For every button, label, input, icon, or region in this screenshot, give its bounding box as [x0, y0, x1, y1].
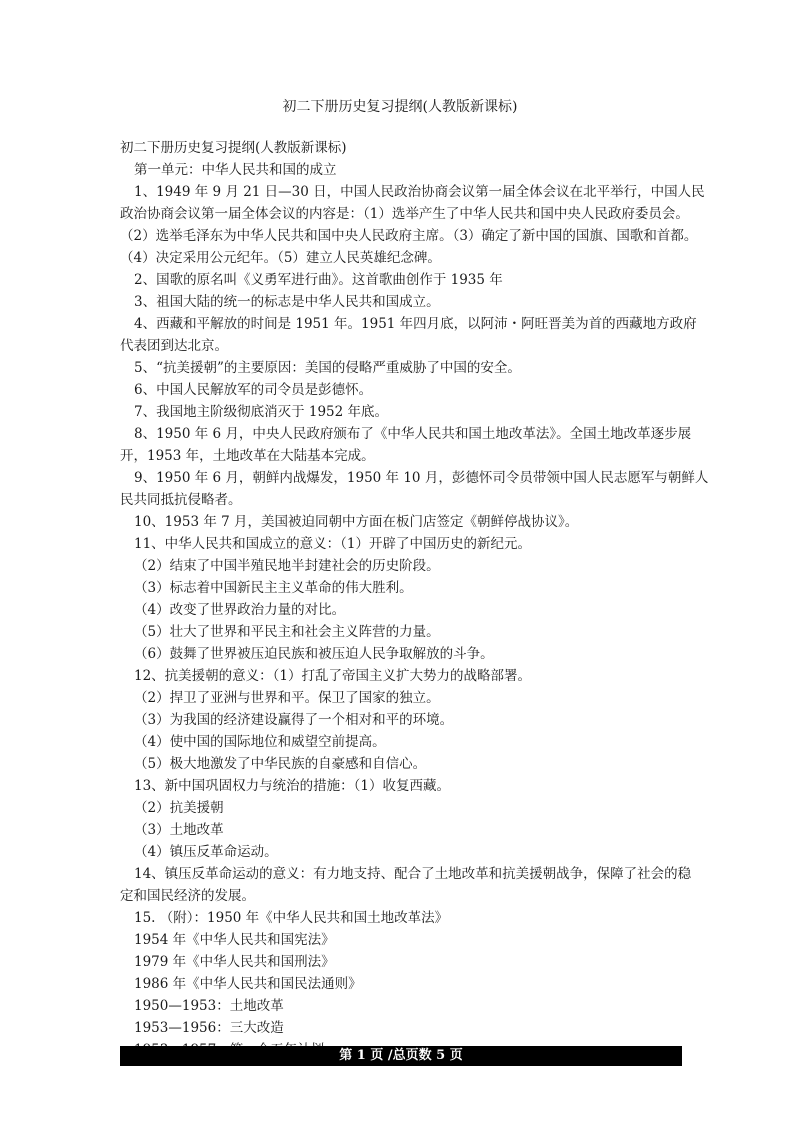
- page-title: 初二下册历史复习提纲(人教版新课标): [282, 99, 518, 115]
- text-line: 代表团到达北京。: [120, 338, 228, 354]
- text-line: （6）鼓舞了世界被压迫民族和被压迫人民争取解放的斗争。: [134, 646, 494, 662]
- text-line: 4、西藏和平解放的时间是 1951 年。1951 年四月底，以阿沛・阿旺晋美为首的西藏地方政府: [134, 316, 697, 332]
- text-line: （4）使中国的国际地位和威望空前提高。: [134, 734, 386, 750]
- text-line: 10、1953 年 7 月，美国被迫同朝中方面在板门店签定《朝鲜停战协议》。: [134, 514, 579, 530]
- text-line: （2）抗美援朝: [134, 800, 224, 816]
- text-line: （2）结束了中国半殖民地半封建社会的历史阶段。: [134, 558, 440, 574]
- text-line: 政治协商会议第一届全体会议的内容是：（1）选举产生了中华人民共和国中央人民政府委员会。: [120, 206, 689, 222]
- text-line: 11、中华人民共和国成立的意义：（1）开辟了中国历史的新纪元。: [134, 536, 532, 552]
- text-line: 1954 年《中华人民共和国宪法》: [134, 932, 335, 948]
- text-line: 7、我国地主阶级彻底消灭于 1952 年底。: [134, 404, 389, 420]
- text-line: （3）为我国的经济建设赢得了一个相对和平的环境。: [134, 712, 454, 728]
- text-line: 开，1953 年，土地改革在大陆基本完成。: [120, 448, 375, 464]
- doc-heading: 初二下册历史复习提纲(人教版新课标): [120, 140, 347, 156]
- text-line: 3、祖国大陆的统一的标志是中华人民共和国成立。: [134, 294, 440, 310]
- unit-heading: 第一单元：中华人民共和国的成立: [134, 162, 337, 178]
- text-line: 2、国歌的原名叫《义勇军进行曲》。这首歌曲创作于 1935 年: [134, 272, 503, 288]
- text-line: （4）决定采用公元纪年。（5）建立人民英雄纪念碑。: [120, 250, 441, 266]
- text-line: 6、中国人民解放军的司令员是彭德怀。: [134, 382, 373, 398]
- text-line: 定和国民经济的发展。: [120, 888, 255, 904]
- text-line: （4）改变了世界政治力量的对比。: [134, 602, 346, 618]
- text-line: 民共同抵抗侵略者。: [120, 492, 242, 508]
- text-line: （2）选举毛泽东为中华人民共和国中央人民政府主席。（3）确定了新中国的国旗、国歌和首都。: [120, 228, 698, 244]
- page-number: 第 1 页 /总页数 5 页: [339, 1048, 463, 1063]
- text-line: 12、抗美援朝的意义：（1）打乱了帝国主义扩大势力的战略部署。: [134, 668, 532, 684]
- text-line: 13、新中国巩固权力与统治的措施：（1）收复西藏。: [134, 778, 451, 794]
- text-line: 1、1949 年 9 月 21 日—30 日，中国人民政治协商会议第一届全体会议在北平举行，中国人民: [134, 184, 705, 200]
- text-line: （2）捍卫了亚洲与世界和平。保卫了国家的独立。: [134, 690, 440, 706]
- text-line: 1986 年《中华人民共和国民法通则》: [134, 976, 362, 992]
- text-line: 14、镇压反革命运动的意义：有力地支持、配合了土地改革和抗美援朝战争，保障了社会的稳: [134, 866, 692, 882]
- text-line: （4）镇压反革命运动。: [134, 844, 278, 860]
- text-line: 5、“抗美援朝”的主要原因：美国的侵略严重威胁了中国的安全。: [134, 360, 521, 376]
- text-line: （5）极大地激发了中华民族的自豪感和自信心。: [134, 756, 427, 772]
- text-line: （3）标志着中国新民主主义革命的伟大胜利。: [134, 580, 413, 596]
- text-line: 1950—1953：土地改革: [134, 998, 284, 1014]
- text-line: 9、1950 年 6 月，朝鲜内战爆发，1950 年 10 月，彭德怀司令员带领中国人民志愿军与朝鲜人: [134, 470, 709, 486]
- text-line: （5）壮大了世界和平民主和社会主义阵营的力量。: [134, 624, 440, 640]
- text-line: 15. （附）：1950 年《中华人民共和国土地改革法》: [134, 910, 449, 926]
- page-footer-bar: [120, 1046, 682, 1066]
- text-line: 1953—1956：三大改造: [134, 1020, 284, 1036]
- text-line: （3）土地改革: [134, 822, 224, 838]
- text-line: 8、1950 年 6 月，中央人民政府颁布了《中华人民共和国土地改革法》。全国土地改革逐步展: [134, 426, 692, 442]
- text-line: 1979 年《中华人民共和国刑法》: [134, 954, 335, 970]
